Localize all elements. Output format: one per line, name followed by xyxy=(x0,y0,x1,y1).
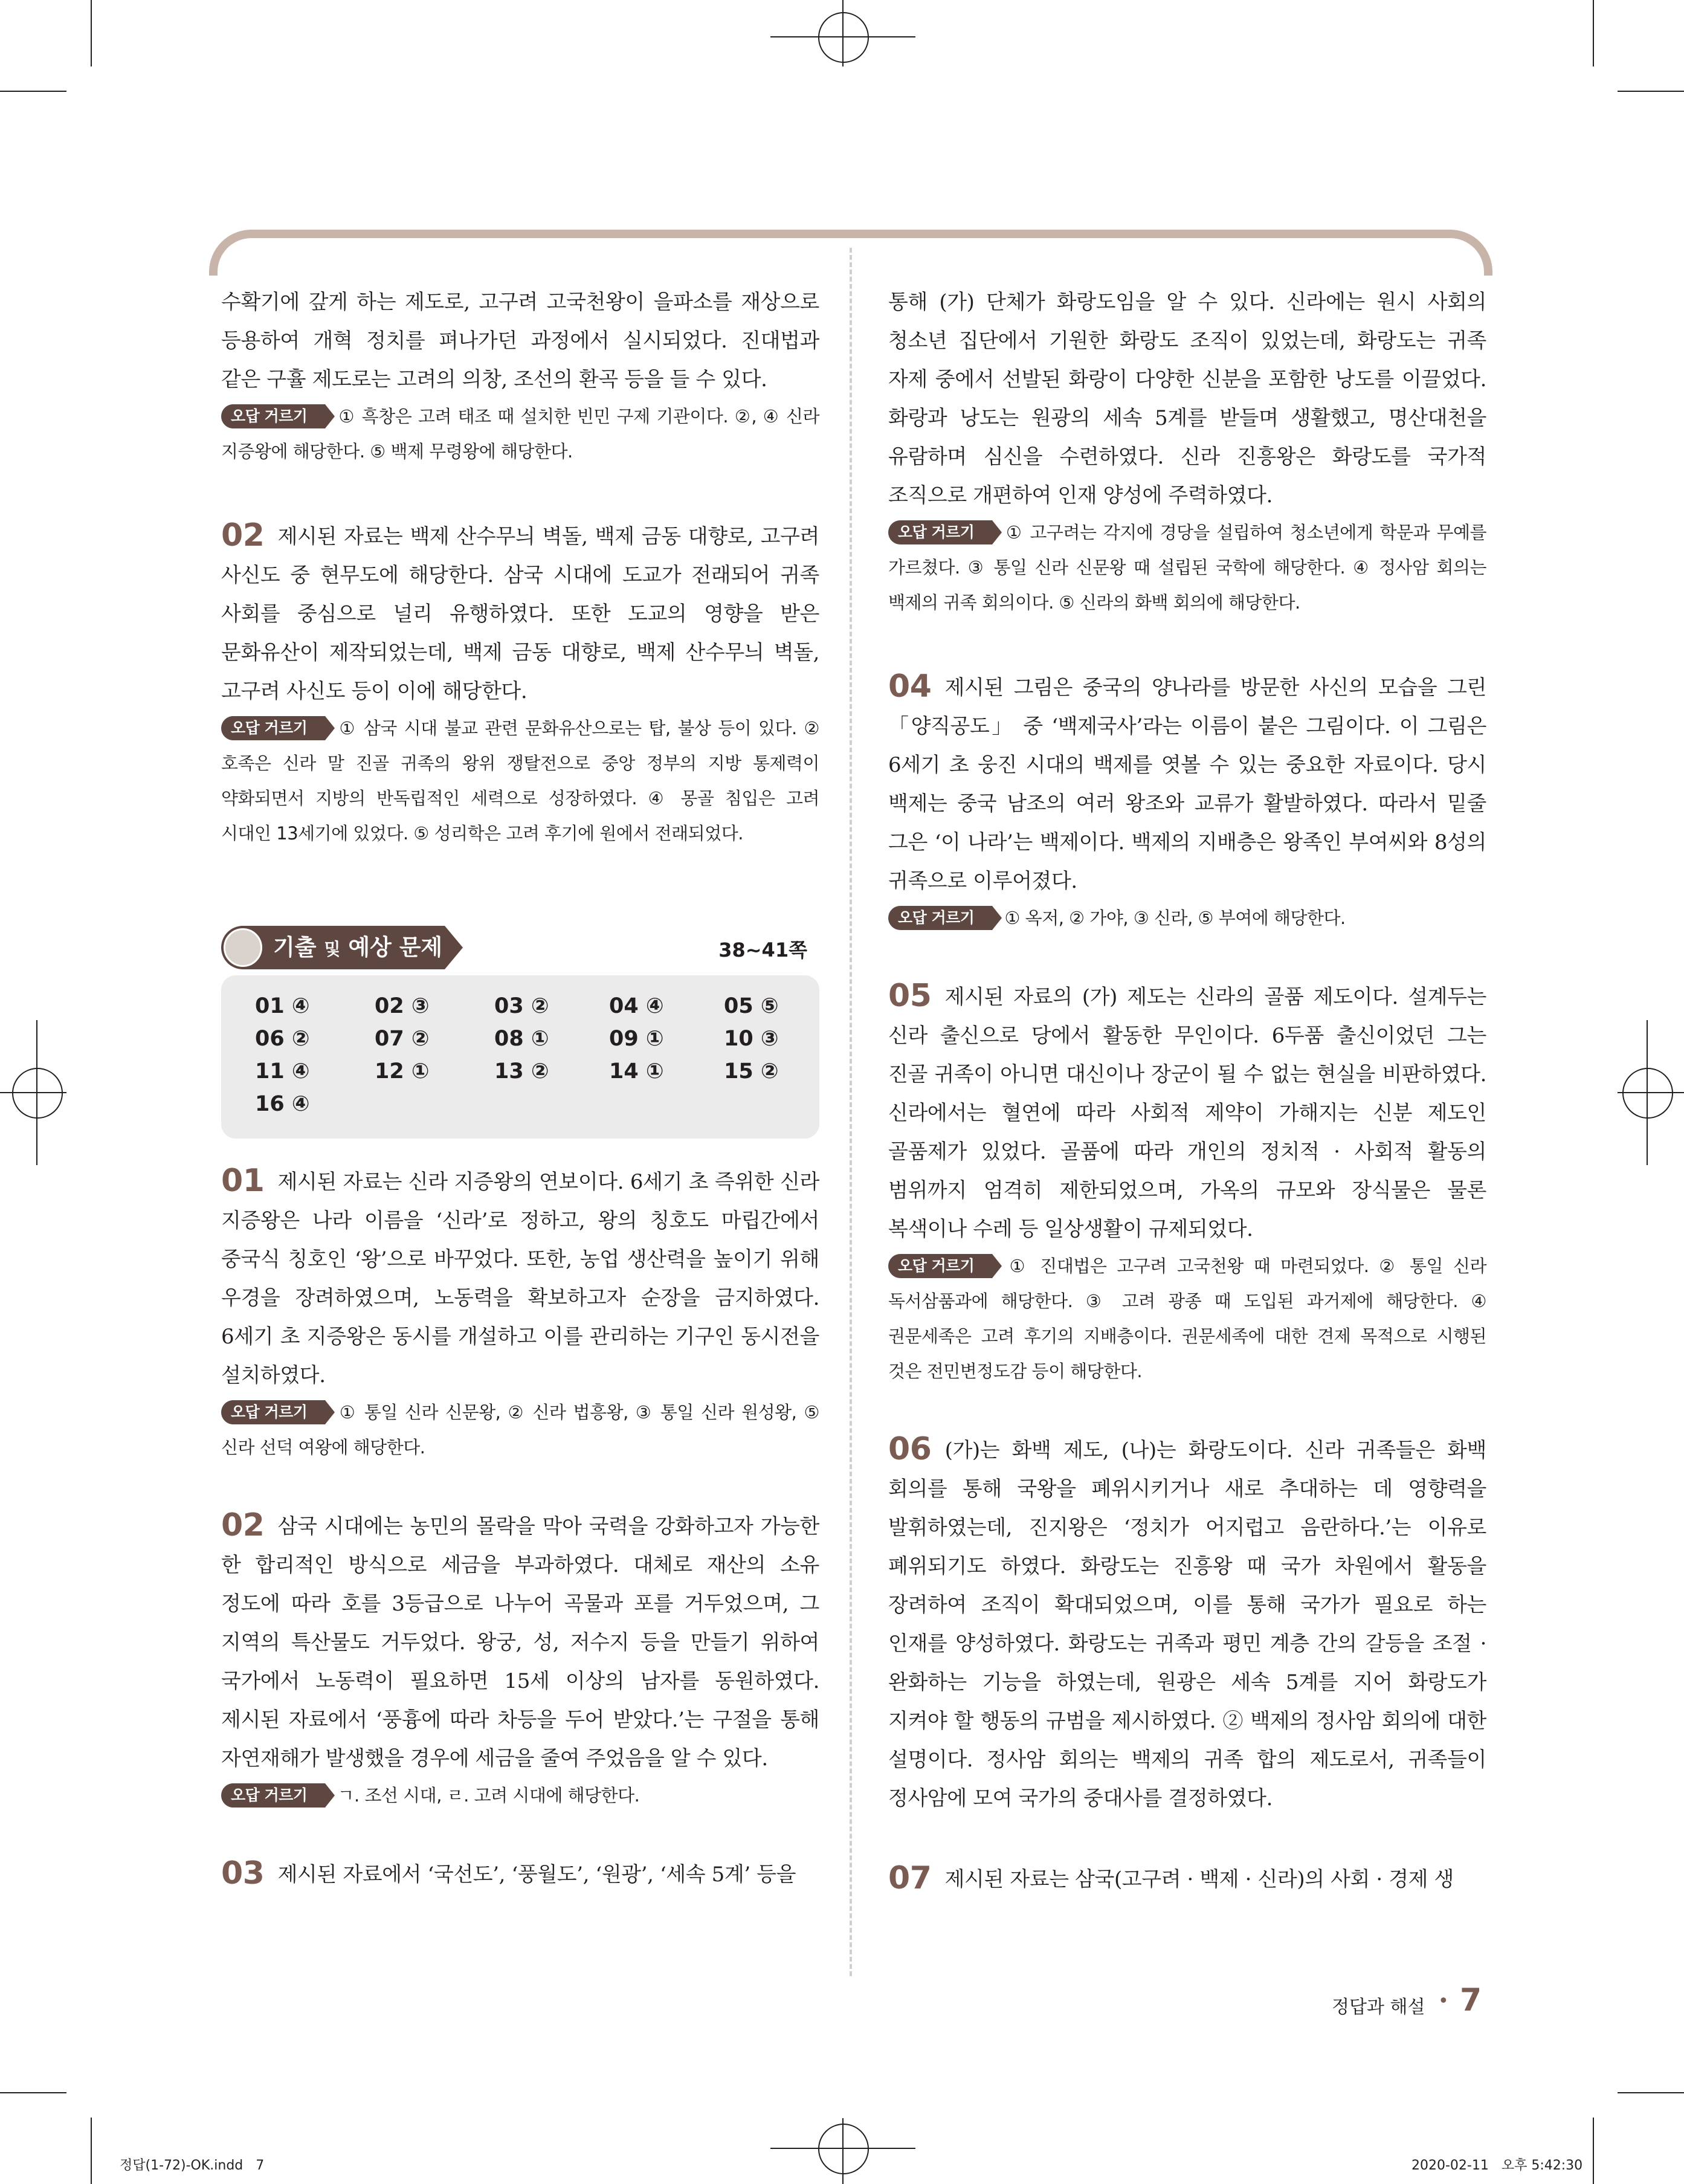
question-number: 03 xyxy=(221,1855,265,1892)
answer-text: 통해 (가) 단체가 화랑도임을 알 수 있다. 신라에는 원시 사회의 청소년 집단에서 기원한 화랑도 조직이 있었는데, 화랑도는 귀족 자제 중에서 선발된 화랑이 다양한 신분을 포함한 낭도를 이끌었다. 화랑과 낭도는 원광의 세속 5계를 받들며 생활했고, 명산대천을 유람하며 심신을 수련하였다. 신라 진흥왕은 화랑도를 국가적 조직으로 개편하여 인재 양성에 주력하였다. xyxy=(888,290,1486,508)
right-column xyxy=(888,283,1486,1899)
answer-text: (가)는 화백 제도, (나)는 화랑도이다. 신라 귀족들은 화백 회의를 통해 국왕을 폐위시키거나 새로 추대하는 데 영향력을 발휘하였는데, 진지왕은 ‘정치가 어지럽고 음란하다.’는 이유로 폐위되기도 하였다. 화랑도는 진흥왕 때 국가 차원에서 활동을 장려하여 조직이 확대되었으며, 이를 통해 국가가 필요로 하는 인재를 양성하였다. 화랑도는 귀족과 평민 계층 간의 갈등을 조절 · 완화하는 기능을 하였는데, 원광은 세속 5계를 지어 화랑도가 지켜야 할 행동의 규범을 제시하였다. ② 백제의 정사암 회의에 대한 설명이다. 정사암 회의는 백제의 귀족 합의 제도로서, 귀족들이 정사암에 모여 국가의 중대사를 결정하였다. xyxy=(888,1438,1486,1811)
question-number: 05 xyxy=(888,978,932,1014)
note-text: ① 통일 신라 신문왕, ② 신라 법흥왕, ③ 통일 신라 원성왕, ⑤ 신라 선덕 여왕에 해당한다. xyxy=(221,1402,819,1458)
page-number: 7 xyxy=(1460,1982,1482,2018)
section-icon xyxy=(224,928,262,967)
answer-text: 수확기에 갚게 하는 제도로, 고구려 고국천왕이 을파소를 재상으로 등용하여 개혁 정치를 펴나가던 과정에서 실시되었다. 진대법과 같은 구휼 제도로는 고려의 의창, 조선의 환곡 등을 들 수 있다. xyxy=(221,290,819,392)
question-number: 06 xyxy=(888,1431,932,1467)
question-number: 02 xyxy=(221,517,265,554)
wrong-answer-note xyxy=(221,399,819,469)
answer-key-item: 07 ② xyxy=(375,1027,430,1051)
answer-item xyxy=(221,1163,819,1395)
answer-key-item: 09 ① xyxy=(609,1027,664,1051)
answer-text: 삼국 시대에는 농민의 몰락을 막아 국력을 강화하고자 가능한 한 합리적인 방식으로 세금을 부과하였다. 대체로 재산의 소유 정도에 따라 호를 3등급으로 나누어 곡물과 포를 거두었으며, 그 지역의 특산물도 거두었다. 왕궁, 성, 저수지 등을 만들기 위하여 국가에서 노동력이 필요하면 15세 이상의 남자를 동원하였다. 제시된 자료에서 ‘풍흉에 따라 차등을 두어 받았다.’는 구절을 통해 자연재해가 발생했을 경우에 세금을 줄여 주었음을 알 수 있다. xyxy=(221,1514,819,1771)
crop-mark xyxy=(0,2092,66,2093)
answer-item xyxy=(221,1855,819,1894)
answer-text: 제시된 자료에서 ‘국선도’, ‘풍월도’, ‘원광’, ‘세속 5계’ 등을 xyxy=(277,1863,796,1887)
answer-text: 제시된 그림은 중국의 양나라를 방문한 사신의 모습을 그린 「양직공도」 중 ‘백제국사’라는 이름이 붙은 그림이다. 이 그림은 6세기 초 웅진 시대의 백제를 엿볼 수 있는 중요한 자료이다. 당시 백제는 중국 남조의 여러 왕조와 교류가 활발하였다. 따라서 밑줄 그은 ‘이 나라’는 백제이다. 백제의 지배층은 왕족인 부여씨와 8성의 귀족으로 이루어졌다. xyxy=(888,676,1486,893)
answer-key-item: 10 ③ xyxy=(724,1027,779,1051)
note-text: ① 흑창은 고려 태조 때 설치한 빈민 구제 기관이다. ②, ④ 신라 지증왕에 해당한다. ⑤ 백제 무령왕에 해당한다. xyxy=(221,406,819,462)
answer-key-item: 01 ④ xyxy=(255,994,310,1018)
section-page-range: 38~41쪽 xyxy=(718,939,807,961)
answer-key-item: 02 ③ xyxy=(375,994,430,1018)
answer-item xyxy=(221,517,819,711)
footer-label: 정답과 해설 xyxy=(1332,1997,1425,2018)
question-number: 02 xyxy=(221,1507,265,1543)
crop-mark xyxy=(91,0,92,66)
slug-date: 2020-02-11 오후 5:42:30 xyxy=(1411,2158,1583,2173)
note-label: 오답 거르기 xyxy=(888,906,992,930)
note-text: ① 진대법은 고구려 고국천왕 때 마련되었다. ② 통일 신라 독서삼품과에 해당한다. ③ 고려 광종 때 도입된 과거제에 해당한다. ④ 권문세족은 고려 후기의 지배층이다. 권문세족에 대한 견제 목적으로 시행된 것은 전민변정도감 등이 해당한다. xyxy=(888,1256,1486,1381)
note-text: ① 고구려는 각지에 경당을 설립하여 청소년에게 학문과 무예를 가르쳤다. ③ 통일 신라 신문왕 때 설립된 국학에 해당한다. ④ 정사암 회의는 백제의 귀족 회의이다. ⑤ 신라의 화백 회의에 해당한다. xyxy=(888,522,1486,613)
wrong-answer-note xyxy=(888,515,1486,620)
answer-key-item: 14 ① xyxy=(609,1059,664,1084)
answer-text: 제시된 자료는 백제 산수무늬 벽돌, 백제 금동 대향로, 고구려 사신도 중 현무도에 해당한다. 삼국 시대에 도교가 전래되어 귀족 사회를 중심으로 널리 유행하였다. 또한 도교의 영향을 받은 문화유산이 제작되었는데, 백제 금동 대향로, 백제 산수무늬 벽돌, 고구려 사신도 등이 이에 해당한다. xyxy=(221,525,819,703)
answer-text: 제시된 자료는 삼국(고구려 · 백제 · 신라)의 사회 · 경제 생 xyxy=(944,1867,1454,1892)
answer-text: 제시된 자료는 신라 지증왕의 연보이다. 6세기 초 즉위한 신라 지증왕은 나라 이름을 ‘신라’로 정하고, 왕의 칭호도 마립간에서 중국식 칭호인 ‘왕’으로 바꾸었다. 또한, 농업 생산력을 높이기 위해 우경을 장려하였으며, 노동력을 확보하고자 순장을 금지하였다. 6세기 초 지증왕은 동시를 개설하고 이를 관리하는 기구인 동시전을 설치하였다. xyxy=(221,1170,819,1388)
wrong-answer-note xyxy=(221,711,819,851)
section-header xyxy=(221,923,819,972)
answer-key-item: 11 ④ xyxy=(255,1059,310,1084)
note-label: 오답 거르기 xyxy=(221,404,325,428)
wrong-answer-note xyxy=(888,1249,1486,1389)
section-title: 기출 및 예상 문제 xyxy=(273,934,443,960)
left-column xyxy=(221,283,819,1894)
answer-key-item: 06 ② xyxy=(255,1027,310,1051)
question-number: 04 xyxy=(888,668,932,705)
note-label: 오답 거르기 xyxy=(221,716,325,740)
answer-key-item: 05 ⑤ xyxy=(724,994,779,1018)
wrong-answer-note xyxy=(888,900,1486,935)
answer-key-item: 12 ① xyxy=(375,1059,430,1084)
note-text: ㄱ. 조선 시대, ㄹ. 고려 시대에 해당한다. xyxy=(337,1785,640,1806)
question-number: 07 xyxy=(888,1860,932,1896)
answer-key-item: 08 ① xyxy=(494,1027,549,1051)
answer-item xyxy=(888,668,1486,900)
answer-key-item: 16 ④ xyxy=(255,1092,310,1116)
footer-bullet: • xyxy=(1438,1991,1449,2012)
crop-mark xyxy=(1593,0,1594,66)
crop-mark xyxy=(0,91,66,92)
wrong-answer-note xyxy=(221,1395,819,1465)
crop-mark xyxy=(1618,91,1684,92)
wrong-answer-note xyxy=(221,1778,819,1813)
answer-item xyxy=(221,1507,819,1778)
note-label: 오답 거르기 xyxy=(221,1400,325,1424)
crop-mark xyxy=(1593,2118,1594,2184)
note-label: 오답 거르기 xyxy=(888,520,992,544)
question-number: 01 xyxy=(221,1163,265,1199)
answer-key-item: 04 ④ xyxy=(609,994,664,1018)
column-divider xyxy=(850,248,852,1976)
answer-item xyxy=(888,978,1486,1249)
note-text: ① 옥저, ② 가야, ③ 신라, ⑤ 부여에 해당한다. xyxy=(1004,908,1346,928)
answer-item xyxy=(888,1431,1486,1818)
answer-key-item: 13 ② xyxy=(494,1059,549,1084)
crop-mark xyxy=(91,2118,92,2184)
answer-item xyxy=(888,1860,1486,1899)
note-text: ① 삼국 시대 불교 관련 문화유산으로는 탑, 불상 등이 있다. ② 호족은 신라 말 진골 귀족의 왕위 쟁탈전으로 중앙 정부의 지방 통제력이 약화되면서 지방의 반독립적인 세력으로 성장하였다. ④ 몽골 침입은 고려 시대인 13세기에 있었다. ⑤ 성리학은 고려 후기에 원에서 전래되었다. xyxy=(221,718,819,844)
answer-key-item: 03 ② xyxy=(494,994,549,1018)
answer-key-box xyxy=(221,975,819,1139)
note-label: 오답 거르기 xyxy=(221,1783,325,1808)
answer-key-item: 15 ② xyxy=(724,1059,779,1084)
crop-mark xyxy=(1618,2092,1684,2093)
note-label: 오답 거르기 xyxy=(888,1254,992,1278)
slug-file: 정답(1-72)-OK.indd 7 xyxy=(120,2158,265,2173)
answer-text: 제시된 자료의 (가) 제도는 신라의 골품 제도이다. 설계두는 신라 출신으로 당에서 활동한 무인이다. 6두품 출신이었던 그는 진골 귀족이 아니면 대신이나 장군이 될 수 없는 현실을 비판하였다. 신라에서는 혈연에 따라 사회적 제약이 가해지는 신분 제도인 골품제가 있었다. 골품에 따라 개인의 정치적 · 사회적 활동의 범위까지 엄격히 제한되었으며, 가옥의 규모와 장식물은 물론 복색이나 수레 등 일상생활이 규제되었다. xyxy=(888,985,1486,1241)
